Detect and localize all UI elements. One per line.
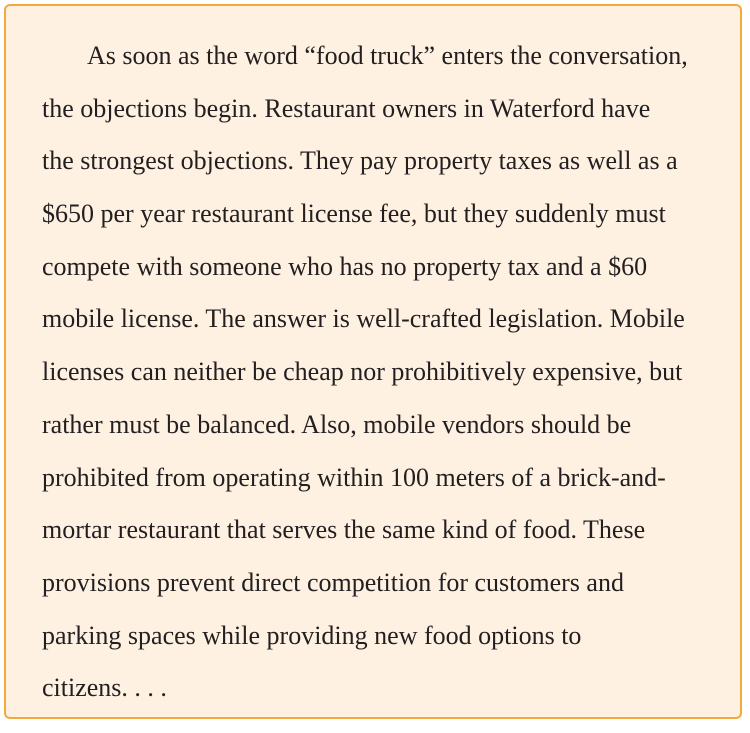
passage-line: licenses can neither be cheap nor prohibitively expensive, but — [42, 357, 683, 387]
passage-line: the strongest objections. They pay property taxes as well as a — [42, 146, 678, 176]
passage-line: rather must be balanced. Also, mobile vendors should be — [42, 409, 632, 439]
passage-line: provisions prevent direct competition for customers and — [42, 567, 624, 597]
passage-line: compete with someone who has no property tax and a $60 — [42, 251, 648, 281]
passage-line: As soon as the word “food truck” enters the conversation, — [87, 41, 688, 70]
passage-line: citizens. . . . — [42, 673, 167, 703]
passage-box — [4, 4, 742, 719]
passage-line: the objections begin. Restaurant owners in Waterford have — [42, 93, 651, 123]
passage-line: prohibited from operating within 100 meters of a brick-and- — [42, 462, 666, 492]
passage-line: parking spaces while providing new food options to — [42, 620, 582, 650]
passage-line: mortar restaurant that serves the same kind of food. These — [42, 515, 646, 545]
passage-line: mobile license. The answer is well-crafted legislation. Mobile — [42, 304, 685, 334]
passage-line: $650 per year restaurant license fee, but they suddenly must — [42, 199, 666, 229]
passage-text — [42, 34, 688, 719]
